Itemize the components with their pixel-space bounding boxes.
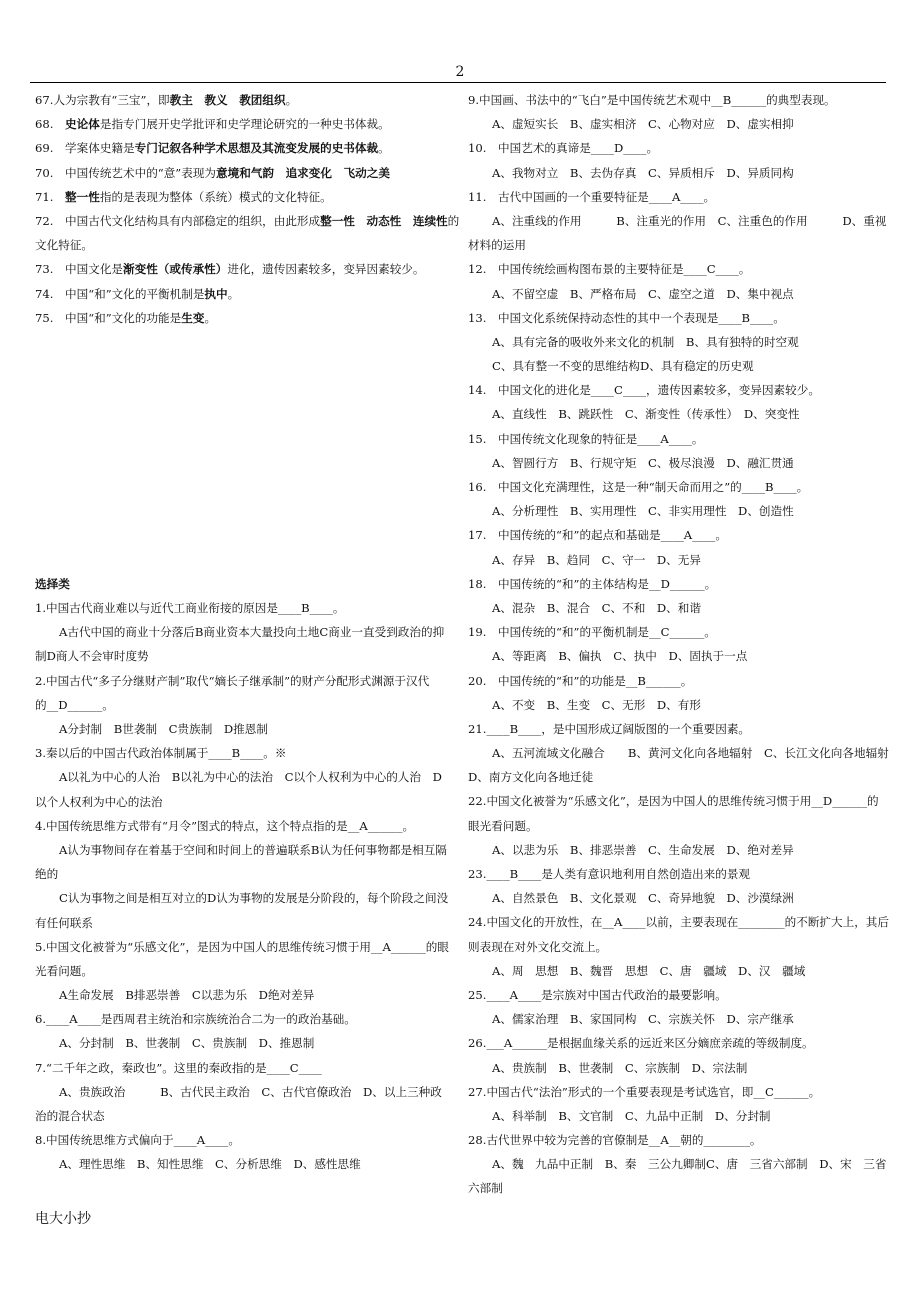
answer-text: 75. 中国“和”文化的功能是 [35,310,182,325]
question-line: 27.中国古代“法治”形式的一个重要表现是考试选官，即__C______。 [468,1084,821,1099]
question-line: 17. 中国传统的“和”的起点和基础是____A____。 [468,528,727,543]
question-line: 材料的运用 [468,238,526,253]
option-line: A、理性思维 B、知性思维 C、分析思维 D、感性思维 [59,1157,361,1172]
choice-questions-right [468,88,890,1201]
option-line: C、具有整一不变的思维结构D、具有稳定的历史观 [492,359,754,374]
question-line: 以个人权利为中心的法治 [35,794,163,809]
question-line: 16. 中国文化充满理性，这是一种“制天命而用之”的____B____。 [468,480,809,494]
question-line: 六部制 [468,1181,503,1196]
option-line: A、智圆行方 B、行规守矩 C、极尽浪漫 D、融汇贯通 [492,455,794,470]
answer-line [35,185,455,209]
option-line: A、虚短实长 B、虚实相济 C、心物对应 D、虚实相抑 [492,117,794,132]
option-line: A、具有完备的吸收外来文化的机制 B、具有独特的时空观 [492,334,799,349]
question-line: D、南方文化向各地迁徒 [468,770,594,785]
question-line: 的__D______。 [35,697,114,712]
answer-line [35,282,455,306]
question-line: 6.____A____是西周君主统治和宗族统治合二为一的政治基础。 [35,1012,356,1027]
question-line: 21.____B____，是中国形成辽阔版图的一个重要因素。 [468,721,751,736]
option-line: A、注重线的作用 B、注重光的作用 C、注重色的作用 D、重视 [492,213,887,228]
question-line: 19. 中国传统的“和”的平衡机制是__C______。 [468,625,716,640]
answer-line [35,112,455,136]
question-line: 26.___A______是根据血缘关系的远近来区分嫡庶亲疏的等级制度。 [468,1036,814,1051]
section-title: 选择类 [35,576,70,591]
right-column [468,88,890,1201]
question-line: 11. 古代中国画的一个重要特征是____A____。 [468,189,716,204]
option-line: A、以悲为乐 B、排恶崇善 C、生命发展 D、绝对差异 [492,842,794,857]
answer-line [35,306,455,330]
question-line: 1.中国古代商业难以与近代工商业衔接的原因是____B____。 [35,601,345,616]
answer-text: 文化特征。 [35,238,93,253]
option-line: A、科举制 B、文官制 C、九品中正制 D、分封制 [492,1108,771,1123]
option-line: A生命发展 B排恶崇善 C以悲为乐 D绝对差异 [59,988,315,1003]
answer-key-text: 执中 [204,286,228,301]
question-line: 13. 中国文化系统保持动态性的其中一个表现是____B____。 [468,310,785,325]
option-line: A、等距离 B、偏执 C、执中 D、固执于一点 [492,649,748,664]
question-line: 25.____A____是宗族对中国古代政治的最要影响。 [468,987,727,1002]
option-line: A、周 思想 B、魏晋 思想 C、唐 疆域 D、汉 疆域 [492,963,806,978]
option-line: A、分封制 B、世袭制 C、贵族制 D、推恩制 [59,1036,315,1051]
answer-text: 70. 中国传统艺术中的“意”表现为 [35,165,217,180]
answer-key-text: 教主 教义 教团组织 [169,93,286,107]
answer-text: 69. 学案体史籍是 [35,141,135,156]
option-line: A、不变 B、生变 C、无形 D、有形 [492,697,701,712]
option-line: A、直线性 B、跳跃性 C、渐变性（传承性） D、突变性 [492,407,800,422]
answer-key-text: 整一性 [65,189,100,204]
answer-key-text: 专门记叙各种学术思想及其流变发展的史书体裁 [134,141,379,156]
question-line: 22.中国文化被誉为“乐感文化”，是因为中国人的思维传统习惯于用__D______的 [468,794,879,809]
answer-text: 67.人为宗教有“三宝”，即 [35,93,170,107]
question-line: 9.中国画、书法中的“飞白”是中国传统艺术观中__B______的典型表现。 [468,93,836,107]
question-line: 3.秦以后的中国古代政治体制属于____B____。※ [35,746,287,761]
question-line: 7.“二千年之政，秦政也”。这里的秦政指的是____C____ [35,1060,322,1075]
question-line: 15. 中国传统文化现象的特征是____A____。 [468,431,704,446]
answer-text: 是指专门展开史学批评和史学理论研究的一种史书体裁。 [99,117,390,132]
option-line: A、不留空虚 B、严格布局 C、虚空之道 D、集中视点 [492,286,794,301]
answer-text: 71. [35,189,66,204]
option-line: A、贵族制 B、世袭制 C、宗族制 D、宗法制 [492,1060,748,1075]
question-line: 有任何联系 [35,915,93,930]
option-line: A、贵族政治 B、古代民主政治 C、古代官僚政治 D、以上三种政 [59,1084,442,1099]
question-line: 绝的 [35,867,59,882]
question-line: 20. 中国传统的“和”的功能是__B______。 [468,673,693,688]
answer-line [35,136,455,160]
answer-text: 68. [35,117,66,132]
option-line: A以礼为中心的人治 B以礼为中心的法治 C以个人权利为中心的人治 D [59,770,442,785]
option-line: A、存异 B、趋同 C、守一 D、无异 [492,552,701,567]
question-line: 12. 中国传统绘画构图布景的主要特征是____C____。 [468,262,751,277]
answer-text: 。 [227,286,240,301]
question-line: 则表现在对外文化交流上。 [468,939,608,954]
question-line: 28.古代世界中较为完善的官僚制是__A__朝的________。 [468,1133,762,1148]
question-line: 光看问题。 [35,963,93,978]
answer-key-text: 史论体 [65,117,100,132]
left-column [35,88,460,1177]
footer-label: 电大小抄 [35,1211,91,1227]
answer-key-text: 意境和气韵 追求变化 飞动之美 [216,165,390,180]
answer-key-text: 生变 [181,310,205,325]
question-line: 治的混合状态 [35,1109,105,1123]
question-line: 18. 中国传统的“和”的主体结构是__D______。 [468,576,717,591]
answer-line [35,161,455,185]
page-number: 2 [455,64,465,80]
option-line: C认为事物之间是相互对立的D认为事物的发展是分阶段的，每个阶段之间没 [59,891,449,906]
answer-text: 74. 中国“和”文化的平衡机制是 [35,286,205,301]
fill-in-answers [35,88,460,330]
question-line: 23.____B____是人类有意识地利用自然创造出来的景观 [468,867,751,881]
answer-text: 。 [204,310,217,325]
option-line: A、混杂 B、混合 C、不和 D、和谐 [492,600,701,615]
blank-space [35,330,455,572]
option-line: A、儒家治理 B、家国同构 C、宗族关怀 D、宗产继承 [492,1012,794,1027]
option-line: A、分析理性 B、实用理性 C、非实用理性 D、创造性 [492,504,794,519]
answer-line [35,88,455,112]
answer-text: 。 [285,93,298,107]
option-line: A、五河流域文化融合 B、黄河文化向各地辐射 C、长江文化向各地辐射 [492,746,889,761]
question-line: 8.中国传统思维方式偏向于____A____。 [35,1133,240,1148]
option-line: A、自然景色 B、文化景观 C、奇异地貌 D、沙漠绿洲 [492,891,794,906]
question-line: 2.中国古代“多子分继财产制”取代“嫡长子继承制”的财产分配形式渊源于汉代 [35,673,430,688]
answer-key-text: 渐变性（或传承性） [123,262,228,277]
question-line: 24.中国文化的开放性，在__A____以前，主要表现在________的不断扩大上，其后 [468,915,890,930]
question-line: 14. 中国文化的进化是____C____，遗传因素较多，变异因素较少。 [468,383,820,398]
option-line: A分封制 B世袭制 C贵族制 D推恩制 [59,722,268,736]
header-rule [30,82,886,83]
answer-text: 进化，遗传因素较多，变异因素较少。 [227,262,425,277]
answer-text: 72. 中国古代文化结构具有内部稳定的组织，由此形成 [35,213,321,228]
answer-text: 指的是表现为整体（系统）模式的文化特征。 [99,189,332,204]
answer-line [35,209,460,233]
option-line: A、魏 九品中正制 B、秦 三公九卿制C、唐 三省六部制 D、宋 三省 [492,1157,887,1172]
choice-questions-left [35,596,455,1177]
option-line: A认为事物间存在着基于空间和时间上的普遍联系B认为任何事物都是相互隔 [59,842,447,857]
answer-text: 的 [447,213,460,228]
option-line: A古代中国的商业十分落后B商业资本大量投向土地C商业一直受到政治的抑 [59,625,445,640]
answer-line [35,257,455,281]
question-line: 10. 中国艺术的真谛是____D____。 [468,141,659,156]
answer-text: 73. 中国文化是 [35,262,124,277]
answer-line [35,233,455,257]
option-line: A、我物对立 B、去伪存真 C、异质相斥 D、异质同构 [492,165,794,180]
question-line: 眼光看问题。 [468,818,538,833]
question-line: 4.中国传统思维方式带有“月令”图式的特点，这个特点指的是__A______。 [35,818,415,833]
answer-text: 。 [378,141,390,156]
question-line: 5.中国文化被誉为“乐感文化”，是因为中国人的思维传统习惯于用__A______的眼 [35,939,449,954]
answer-key-text: 整一性 动态性 连续性 [320,213,448,228]
question-line: 制D商人不会审时度势 [35,649,149,664]
